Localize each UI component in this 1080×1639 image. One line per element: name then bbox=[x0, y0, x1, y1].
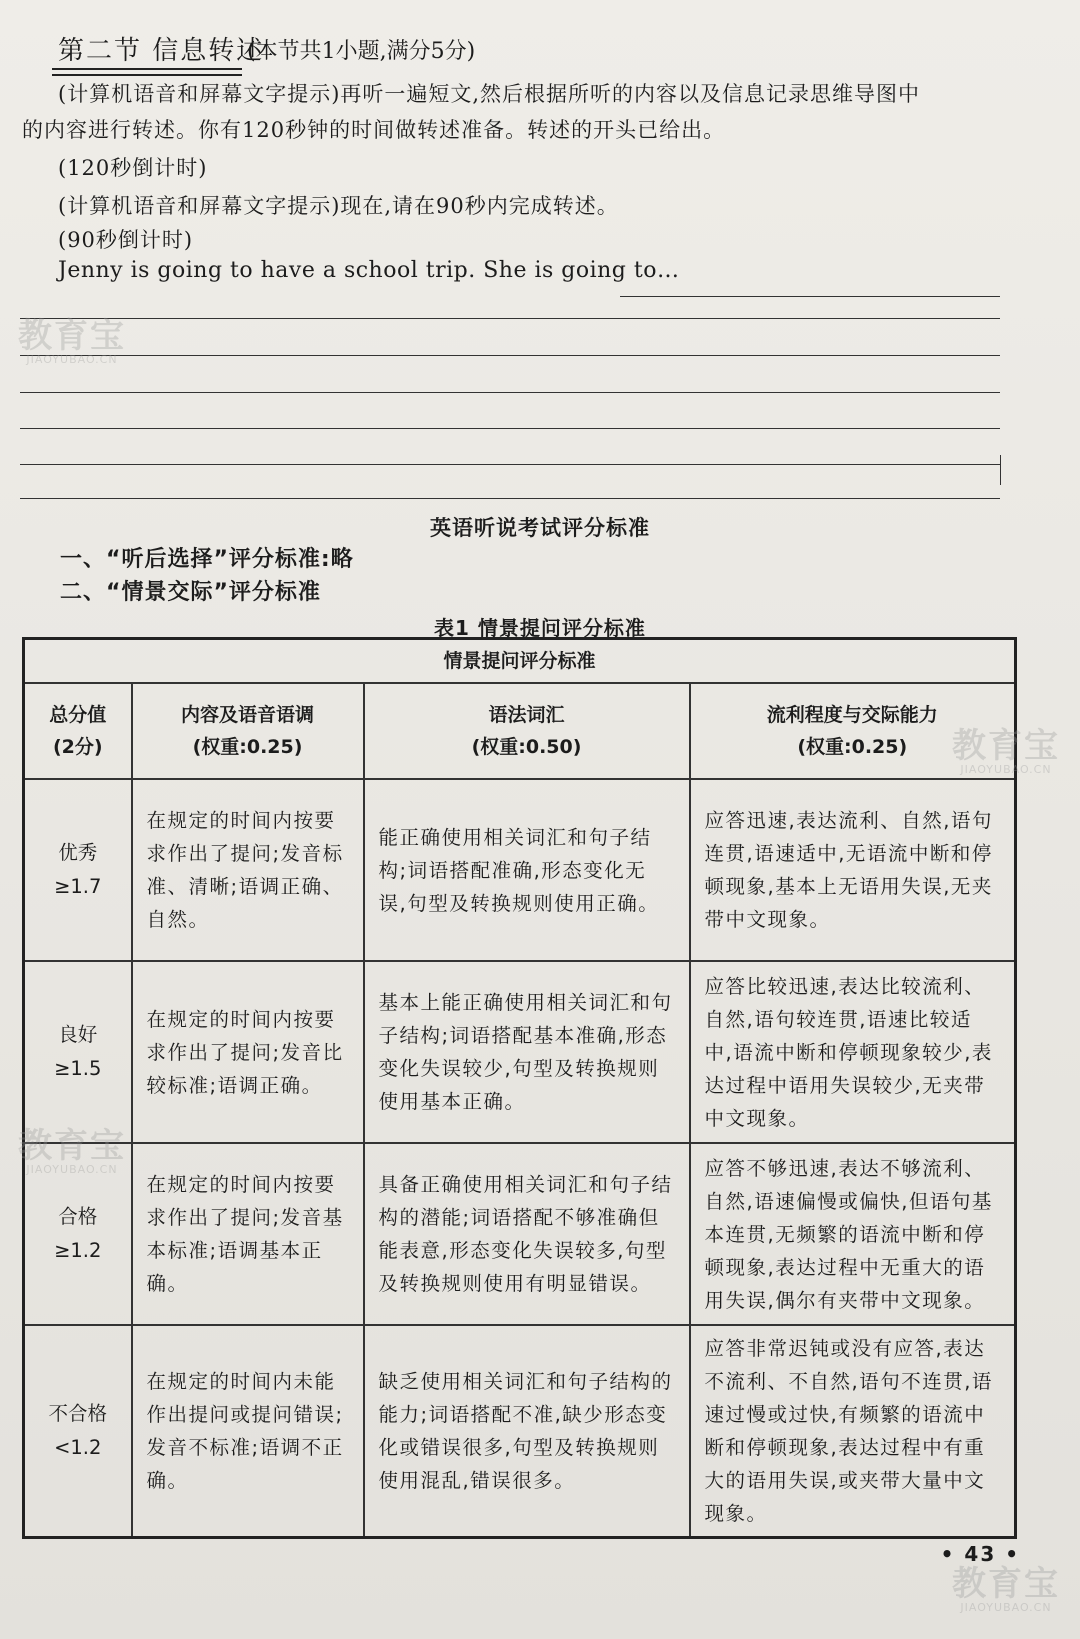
content-cell: 在规定的时间内按要求作出了提问;发音基本标准;语调基本正确。 bbox=[132, 1143, 364, 1325]
scoring-item-2: 二、“情景交际”评分标准 bbox=[60, 580, 321, 605]
table-row bbox=[24, 1143, 1016, 1325]
watermark: 教育宝 JIAOYUBAO.CN bbox=[952, 726, 1060, 776]
fluency-cell: 应答不够迅速,表达不够流利、自然,语速偏慢或偏快,但语句基本连贯,无频繁的语流中断和停顿现象,表达过程中无重大的语用失误,偶尔有夹带中文现象。 bbox=[690, 1143, 1016, 1325]
column-header-row bbox=[24, 683, 1016, 779]
answer-line[interactable] bbox=[20, 498, 1000, 499]
column-header-total: 总分值 (2分) bbox=[24, 683, 132, 779]
grammar-cell: 能正确使用相关词汇和句子结构;词语搭配准确,形态变化无误,句型及转换规则使用正确。 bbox=[364, 779, 690, 961]
content-cell: 在规定的时间内按要求作出了提问;发音比较标准;语调正确。 bbox=[132, 961, 364, 1143]
table-row bbox=[24, 961, 1016, 1143]
table-header: 情景提问评分标准 bbox=[24, 639, 1016, 684]
retell-prompt: Jenny is going to have a school trip. She is going to… bbox=[58, 258, 680, 283]
table-row bbox=[24, 779, 1016, 961]
instruction-line: (计算机语音和屏幕文字提示)现在,请在90秒内完成转述。 bbox=[58, 194, 619, 218]
instruction-line: (120秒倒计时) bbox=[58, 156, 208, 180]
fluency-cell: 应答非常迟钝或没有应答,表达不流利、不自然,语句不连贯,语速过慢或过快,有频繁的语流中断和停顿现象,表达过程中有重大的语用失误,或夹带大量中文现象。 bbox=[690, 1325, 1016, 1538]
scoring-title: 英语听说考试评分标准 bbox=[430, 516, 650, 540]
answer-line[interactable] bbox=[20, 318, 1000, 319]
level-cell: 良好 ≥1.5 bbox=[24, 961, 132, 1143]
level-cell: 合格 ≥1.2 bbox=[24, 1143, 132, 1325]
table-header-row bbox=[24, 639, 1016, 684]
page-number: • 43 • bbox=[940, 1542, 1020, 1566]
section-title: 第二节 信息转述 bbox=[58, 36, 265, 66]
answer-line[interactable] bbox=[20, 392, 1000, 393]
column-header-fluency: 流利程度与交际能力 (权重:0.25) bbox=[690, 683, 1016, 779]
fluency-cell: 应答比较迅速,表达比较流利、自然,语句较连贯,语速比较适中,语流中断和停顿现象较少,表达过程中语用失误较少,无夹带中文现象。 bbox=[690, 961, 1016, 1143]
instruction-line: 的内容进行转述。你有120秒钟的时间做转述准备。转述的开头已给出。 bbox=[22, 118, 726, 142]
column-header-content: 内容及语音语调 (权重:0.25) bbox=[132, 683, 364, 779]
margin-tick bbox=[1000, 455, 1001, 485]
content-cell: 在规定的时间内未能作出提问或提问错误;发音不标准;语调不正确。 bbox=[132, 1325, 364, 1538]
answer-line[interactable] bbox=[620, 296, 1000, 297]
fluency-cell: 应答迅速,表达流利、自然,语句连贯,语速适中,无语流中断和停顿现象,基本上无语用失误,无夹带中文现象。 bbox=[690, 779, 1016, 961]
level-cell: 优秀 ≥1.7 bbox=[24, 779, 132, 961]
watermark: 教育宝 JIAOYUBAO.CN bbox=[18, 1126, 126, 1176]
title-underline bbox=[52, 68, 242, 76]
content-cell: 在规定的时间内按要求作出了提问;发音标准、清晰;语调正确、自然。 bbox=[132, 779, 364, 961]
watermark: 教育宝 JIAOYUBAO.CN bbox=[18, 316, 126, 366]
answer-line[interactable] bbox=[20, 464, 1000, 465]
answer-line[interactable] bbox=[20, 428, 1000, 429]
table-row bbox=[24, 1325, 1016, 1538]
scoring-item-1: 一、“听后选择”评分标准:略 bbox=[60, 547, 354, 572]
level-cell: 不合格 <1.2 bbox=[24, 1325, 132, 1538]
watermark: 教育宝 JIAOYUBAO.CN bbox=[952, 1564, 1060, 1614]
grammar-cell: 缺乏使用相关词汇和句子结构的能力;词语搭配不准,缺少形态变化或错误很多,句型及转换规则使用混乱,错误很多。 bbox=[364, 1325, 690, 1538]
answer-line[interactable] bbox=[20, 355, 1000, 356]
column-header-grammar: 语法词汇 (权重:0.50) bbox=[364, 683, 690, 779]
instruction-line: (计算机语音和屏幕文字提示)再听一遍短文,然后根据所听的内容以及信息记录思维导图中 bbox=[58, 82, 921, 106]
table-caption: 表1 情景提问评分标准 bbox=[434, 616, 646, 640]
grammar-cell: 基本上能正确使用相关词汇和句子结构;词语搭配基本准确,形态变化失误较少,句型及转换规则使用基本正确。 bbox=[364, 961, 690, 1143]
scoring-table bbox=[22, 637, 1017, 1539]
grammar-cell: 具备正确使用相关词汇和句子结构的潜能;词语搭配不够准确但能表意,形态变化失误较多,句型及转换规则使用有明显错误。 bbox=[364, 1143, 690, 1325]
section-note: (本节共1小题,满分5分) bbox=[247, 39, 476, 64]
instruction-line: (90秒倒计时) bbox=[58, 228, 194, 252]
